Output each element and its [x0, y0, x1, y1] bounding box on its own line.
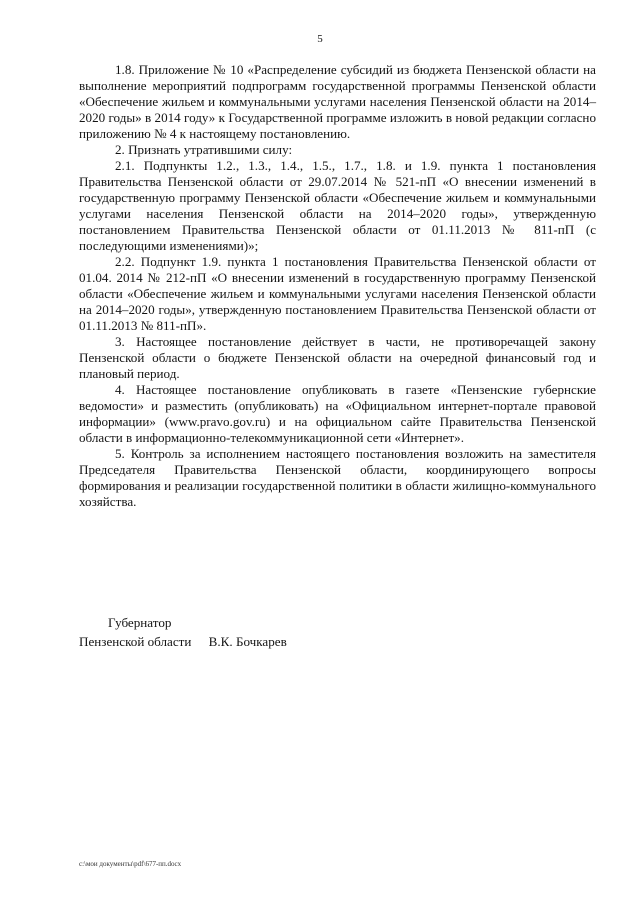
- file-path-footer: c:\мои документы\pdf\677-пп.docx: [79, 860, 182, 868]
- signatory-title: Губернатор: [108, 615, 172, 630]
- page-number: 5: [317, 33, 323, 45]
- signatory-region: Пензенской области: [79, 634, 192, 649]
- paragraph-1-8: 1.8. Приложение № 10 «Распределение субсидий из бюджета Пензенской области на выполнение мероприятий подпрограмм государственной программы Пензенской области «Обеспечение жильем и коммунальными услугами населения Пензенской области на 2014–2020 годы» в 2014 году» к Государственной программе изложить в новой редакции согласно приложению № 4 к настоящему постановлению.: [79, 62, 596, 141]
- signatory-name: В.К. Бочкарев: [208, 634, 287, 649]
- paragraph-5: 5. Контроль за исполнением настоящего постановления возложить на заместителя Председателя Правительства Пензенской области, координирующего вопросы формирования и реализации государственной политики в области жилищно-коммунального хозяйства.: [79, 446, 596, 509]
- paragraph-3: 3. Настоящее постановление действует в части, не противоречащей закону Пензенской области о бюджете Пензенской области на очередной финансовый год и плановый период.: [79, 334, 596, 381]
- paragraph-2-2: 2.2. Подпункт 1.9. пункта 1 постановления Правительства Пензенской области от 01.04. 2014 № 212-пП «О внесении изменений в государственную программу Пензенской области «Обеспечение жильем и коммунальными услугами населения Пензенской области на 2014–2020 годы», утвержденную постановлением Правительства Пензенской области от 01.11.2013 № 811-пП».: [79, 254, 596, 333]
- document-body: [79, 62, 596, 510]
- signatory-region-line: [79, 632, 596, 651]
- paragraph-4: 4. Настоящее постановление опубликовать в газете «Пензенские губернские ведомости» и разместить (опубликовать) на «Официальном интернет-портале правовой информации» (www.pravo.gov.ru) и на официальном сайте Правительства Пензенской области в информационно-телекоммуникационной сети «Интернет».: [79, 382, 596, 445]
- paragraph-2: 2. Признать утратившими силу:: [115, 142, 293, 157]
- signature-block: [79, 613, 596, 651]
- paragraph-2-1: 2.1. Подпункты 1.2., 1.3., 1.4., 1.5., 1.7., 1.8. и 1.9. пункта 1 постановления Правительства Пензенской области от 29.07.2014 № 521-пП «О внесении изменений в государственную программу Пензенской области «Обеспечение жильем и коммунальными услугами населения Пензенской области на 2014–2020 годы», утвержденную постановлением Правительства Пензенской области от 01.11.2013 № 811-пП (с последующими изменениями)»;: [79, 158, 596, 253]
